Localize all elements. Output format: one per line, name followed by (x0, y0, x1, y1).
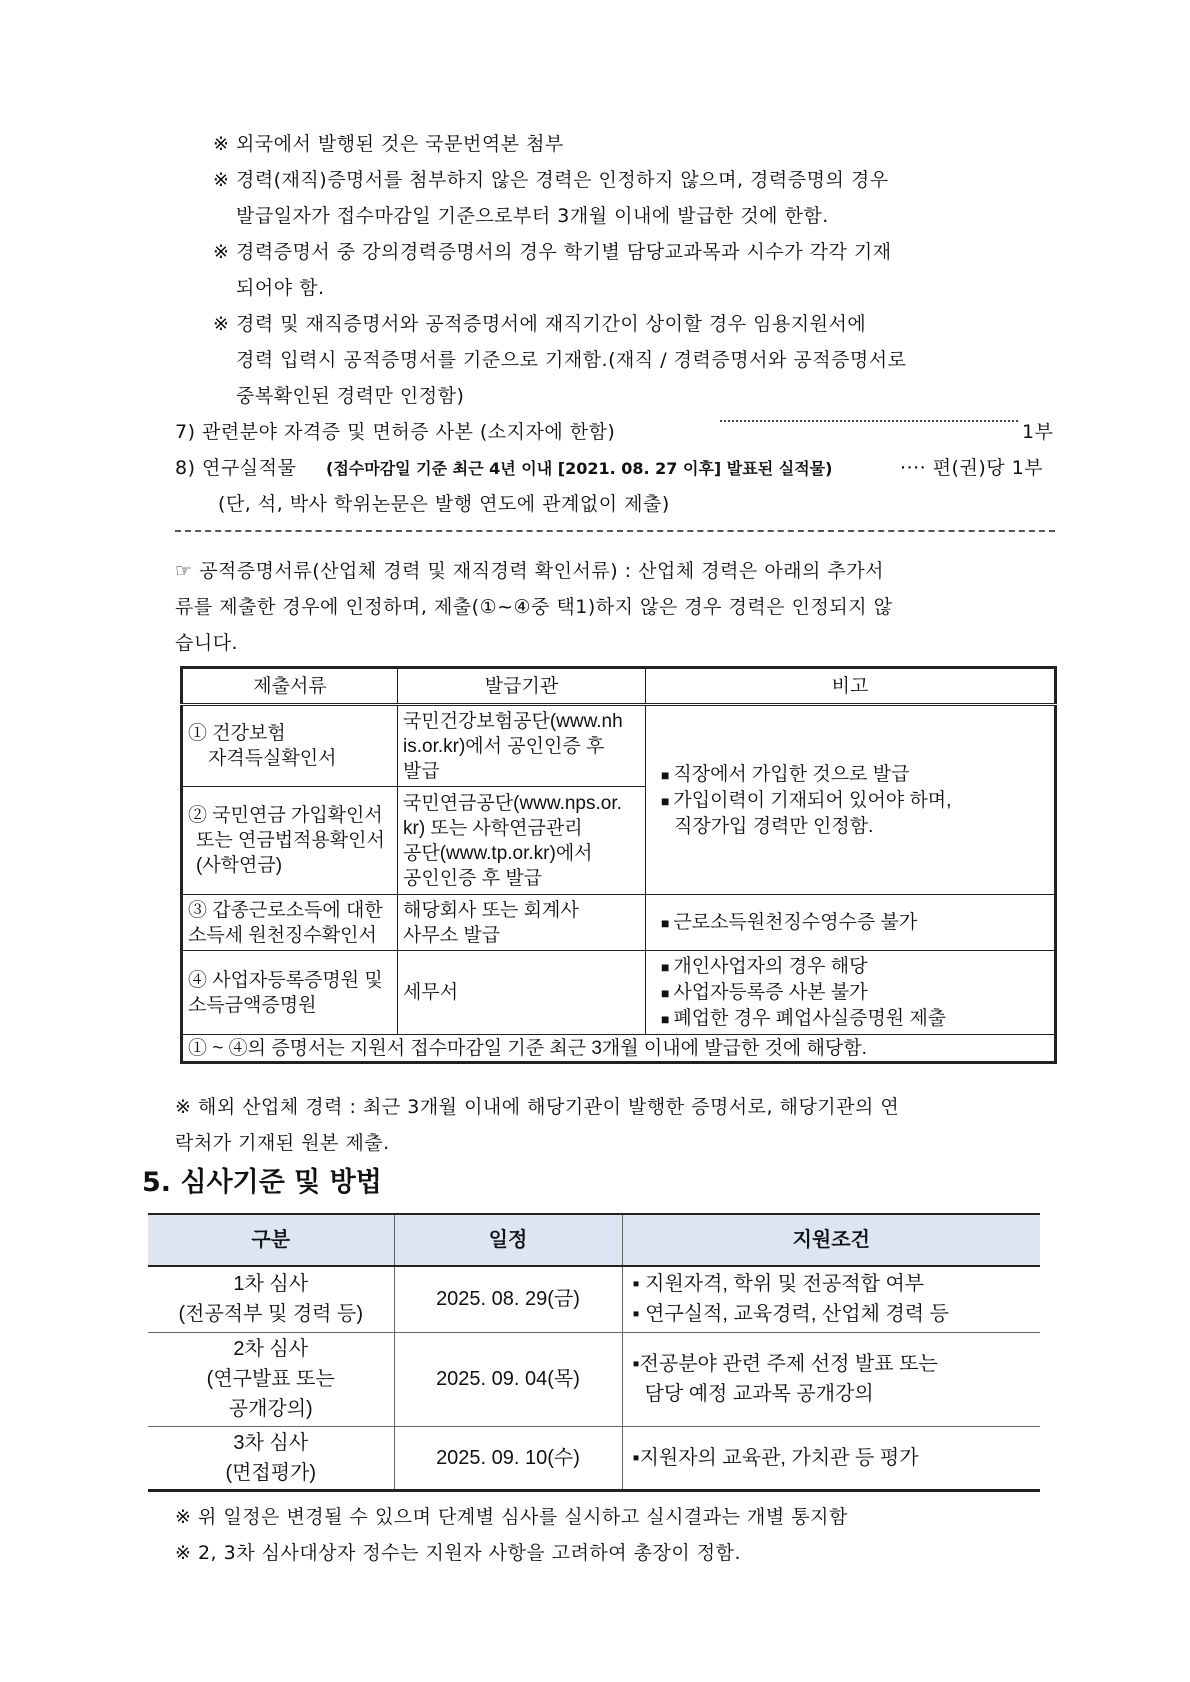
conditions-cell: ▪전공분야 관련 주제 선정 발표 또는 담당 예정 교과목 공개강의 (622, 1332, 1040, 1426)
org-cell: 국민연금공단(www.nps.or. kr) 또는 사학연금관리 공단(www.tp.or.kr)에서 공인인증 후 발급 (398, 787, 646, 895)
table-footer-row (182, 1035, 1056, 1063)
overseas-note-line2: 락처가 기재된 원본 제출. (175, 1132, 390, 1154)
header-conditions: 지원조건 (622, 1214, 1040, 1266)
divider (175, 530, 1055, 532)
shared-note-cell: ■ 직장에서 가입한 것으로 발급 ■ 가입이력이 기재되어 있어야 하며, 직장가입 경력만 인정함. (646, 705, 1056, 895)
header-stage: 구분 (148, 1214, 394, 1266)
note-quota: ※ 2, 3차 심사대상자 정수는 지원자 사항을 고려하여 총장이 정함. (175, 1542, 742, 1564)
item7-count: 1부 (1022, 421, 1054, 443)
schedule-table (148, 1213, 1040, 1492)
note-schedule-change: ※ 위 일정은 변경될 수 있으며 단계별 심사를 실시하고 실시결과는 개별 통지함 (175, 1506, 848, 1528)
table-row (148, 1332, 1040, 1426)
doc-cell: ③ 갑종근로소득에 대한 소득세 원천징수확인서 (182, 895, 398, 951)
stage-cell: 2차 심사 (연구발표 또는 공개강의) (148, 1332, 394, 1426)
item8-line2: (단, 석, 박사 학위논문은 발행 연도에 관계없이 제출) (218, 493, 670, 515)
note-period-mismatch: ※ 경력 및 재직증명서와 공적증명서에 재직기간이 상이할 경우 임용지원서에 (213, 313, 867, 335)
conditions-cell: ▪지원자의 교육관, 가치관 등 평가 (622, 1426, 1040, 1490)
org-cell: 세무서 (398, 951, 646, 1035)
intro-line2: 류를 제출한 경우에 인정하며, 제출(①~④중 택1)하지 않은 경우 경력은 인정되지 않 (175, 596, 893, 618)
note-foreign-translation: ※ 외국에서 발행된 것은 국문번역본 첨부 (213, 133, 564, 155)
list-item: ■ 사업자등록증 사본 불가 (661, 980, 1049, 1006)
org-cell: 국민건강보험공단(www.nh is.or.kr)에서 공인인증 후 발급 (398, 705, 646, 787)
org-cell: 해당회사 또는 회계사 사무소 발급 (398, 895, 646, 951)
item7-leader (720, 420, 1018, 422)
list-item: ■ 폐업한 경우 폐업사실증명원 제출 (661, 1006, 1049, 1032)
item8-prefix: 8) 연구실적물 (175, 457, 297, 479)
note-lecture-certificate-cont: 되어야 함. (236, 277, 325, 299)
date-cell: 2025. 09. 10(수) (394, 1426, 622, 1490)
table-row (182, 951, 1056, 1035)
section-title: 5. 심사기준 및 방법 (142, 1167, 382, 1198)
note-lecture-certificate: ※ 경력증명서 중 강의경력증명서의 경우 학기별 담당교과목과 시수가 각각 기재 (213, 241, 892, 263)
item7-text: 7) 관련분야 자격증 및 면허증 사본 (소지자에 한함) (175, 421, 616, 443)
conditions-cell: ▪ 지원자격, 학위 및 전공적합 여부 ▪ 연구실적, 교육경력, 산업체 경력 등 (622, 1266, 1040, 1332)
table-header-row (182, 668, 1056, 705)
overseas-note-line1: ※ 해외 산업체 경력 : 최근 3개월 이내에 해당기관이 발행한 증명서로, 해당기관의 연 (175, 1096, 900, 1118)
note-cell (646, 951, 1056, 1035)
intro-line3: 습니다. (175, 632, 239, 654)
list-item: ■ 직장에서 가입한 것으로 발급 (661, 762, 1049, 788)
stage-cell: 3차 심사 (면접평가) (148, 1426, 394, 1490)
date-cell: 2025. 09. 04(목) (394, 1332, 622, 1426)
date-cell: 2025. 08. 29(금) (394, 1266, 622, 1332)
note-cell (646, 895, 1056, 951)
header-date: 일정 (394, 1214, 622, 1266)
table-row (182, 895, 1056, 951)
list-item: ■ 개인사업자의 경우 해당 (661, 954, 1049, 980)
item8-bold: (접수마감일 기준 최근 4년 이내 [2021. 08. 27 이후] 발표된 실적물) (326, 459, 833, 478)
stage-cell: 1차 심사 (전공적부 및 경력 등) (148, 1266, 394, 1332)
list-item: ■ 가입이력이 기재되어 있어야 하며, (661, 788, 1049, 814)
note-period-mismatch-cont: 경력 입력시 공적증명서를 기준으로 기재함.(재직 / 경력증명서와 공적증명서로 (236, 349, 907, 371)
list-item: ■ 근로소득원천징수영수증 불가 (661, 910, 1049, 936)
table-row (182, 705, 1056, 787)
note-career-certificate-cont: 발급일자가 접수마감일 기준으로부터 3개월 이내에 발급한 것에 한함. (236, 205, 829, 227)
table-header-row (148, 1214, 1040, 1266)
intro-line1: ☞ 공적증명서류(산업체 경력 및 재직경력 확인서류) : 산업체 경력은 아래의 추가서 (175, 560, 884, 582)
header-remarks: 비고 (646, 668, 1056, 705)
doc-cell: ① 건강보험 자격득실확인서 (182, 705, 398, 787)
header-issuer: 발급기관 (398, 668, 646, 705)
header-documents: 제출서류 (182, 668, 398, 705)
doc-cell: ② 국민연금 가입확인서 또는 연금법적용확인서 (사학연금) (182, 787, 398, 895)
doc-cell: ④ 사업자등록증명원 및 소득금액증명원 (182, 951, 398, 1035)
note-period-mismatch-cont2: 중복확인된 경력만 인정함) (236, 385, 465, 407)
documents-table (180, 666, 1057, 1064)
item8-suffix: ···· 편(권)당 1부 (900, 457, 1044, 479)
table-row (148, 1426, 1040, 1490)
note-career-certificate: ※ 경력(재직)증명서를 첨부하지 않은 경력은 인정하지 않으며, 경력증명의 경우 (213, 169, 889, 191)
table-footer: ① ~ ④의 증명서는 지원서 접수마감일 기준 최근 3개월 이내에 발급한 것에 해당함. (182, 1035, 1056, 1063)
table-row (148, 1266, 1040, 1332)
